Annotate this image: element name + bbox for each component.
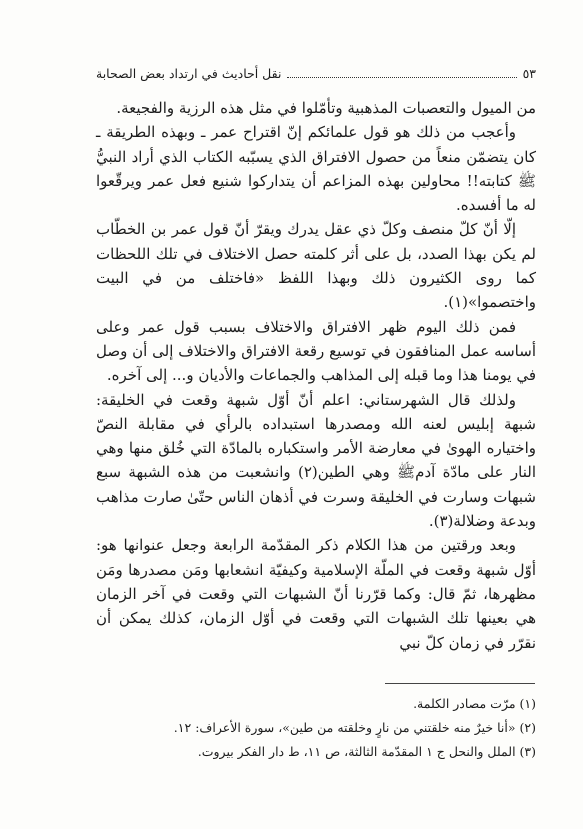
paragraph: من الميول والتعصبات المذهبية وتأمّلوا في مثل هذه الرزية والفجيعة.: [116, 99, 536, 117]
main-text: [96, 96, 536, 655]
paragraph: وأعجب من ذلك هو قول علمائكم إنّ اقتراح عمر ـ وبهذه الطريقة ـ كان يتضمّن منعاً من حصول الافتراق الذي يسبّبه الكتاب الذي أراد النبيُّ ﷺ كتابته!! محاولين بهذه المزاعم أن يتداركوا شنيع فعل عمر ويرقّعوا له ما أفسده.: [96, 123, 536, 215]
running-title: نقل أحاديث في ارتداد بعض الصحابة: [96, 66, 282, 81]
footnotes: [96, 692, 536, 764]
footnote-3: (٣) الملل والنحل ج ١ المقدّمة الثالثة، ص ١١، ط دار الفكر بيروت.: [197, 744, 536, 759]
paragraph: فمن ذلك اليوم ظهر الافتراق والاختلاف بسبب قول عمر وعلى أساسه عمل المنافقون في توسيع رقعة الافتراق والاختلاف إلى أن وصل في يومنا هذا وما قبله إلى المذاهب والجماعات والأديان و... إلى آخره.: [96, 317, 536, 385]
paragraph: وبعد ورقتين من هذا الكلام ذكر المقدّمة الرابعة وجعل عنوانها هو: أوّل شبهة وقعت في الملّة الإسلامية وكيفيّة انشعابها ومَن مصدرها ومَن مظهرها، ثمّ قال: وكما قرّرنا أنّ الشبهات التي وقعت في آخر الزمان هي بعينها تلك الشبهات التي وقعت في أوّل الزمان، كذلك يمكن أن نقرّر في زمان كلّ نبي: [96, 536, 536, 652]
footnote-2: (٢) «أنا خيرٌ منه خلقتني من نارٍ وخلقته من طين»، سورة الأعراف: ١٢.: [173, 720, 536, 735]
leader-dots: [287, 77, 516, 78]
footnote-divider: [385, 683, 535, 684]
paragraph: ولذلك قال الشهرستاني: اعلم أنّ أوّل شبهة وقعت في الخليقة: شبهة إبليس لعنه الله ومصدرها استبداده بالرأي في مقابلة النصّ واختياره الهوىٰ في معارضة الأمر واستكباره بالمادّة التي خُلق منها وهي النار على مادّة آدمﷺ وهي الطين(٢) وانشعبت من هذه الشبهة سبع شبهات وسارت في الخليقة وسرت في أذهان الناس حتّىٰ صارت مذاهب وبدعة وضلالة(٣).: [96, 390, 536, 531]
footnote-1: (١) مرّت مصادر الكلمة.: [413, 696, 536, 711]
running-head: [96, 66, 536, 81]
paragraph: إلّا أنّ كلّ منصف وكلّ ذي عقل يدرك ويقرّ أنّ قول عمر بن الخطّاب لم يكن بهذا الصدد، بل على أثر كلمته حصل الاختلاف في تلك اللحظات كما روى الكثيرون ذلك وبهذا اللفظ «فاختلف من في البيت واختصموا»(١).: [96, 220, 536, 312]
page-number: ٥٣: [522, 66, 536, 81]
